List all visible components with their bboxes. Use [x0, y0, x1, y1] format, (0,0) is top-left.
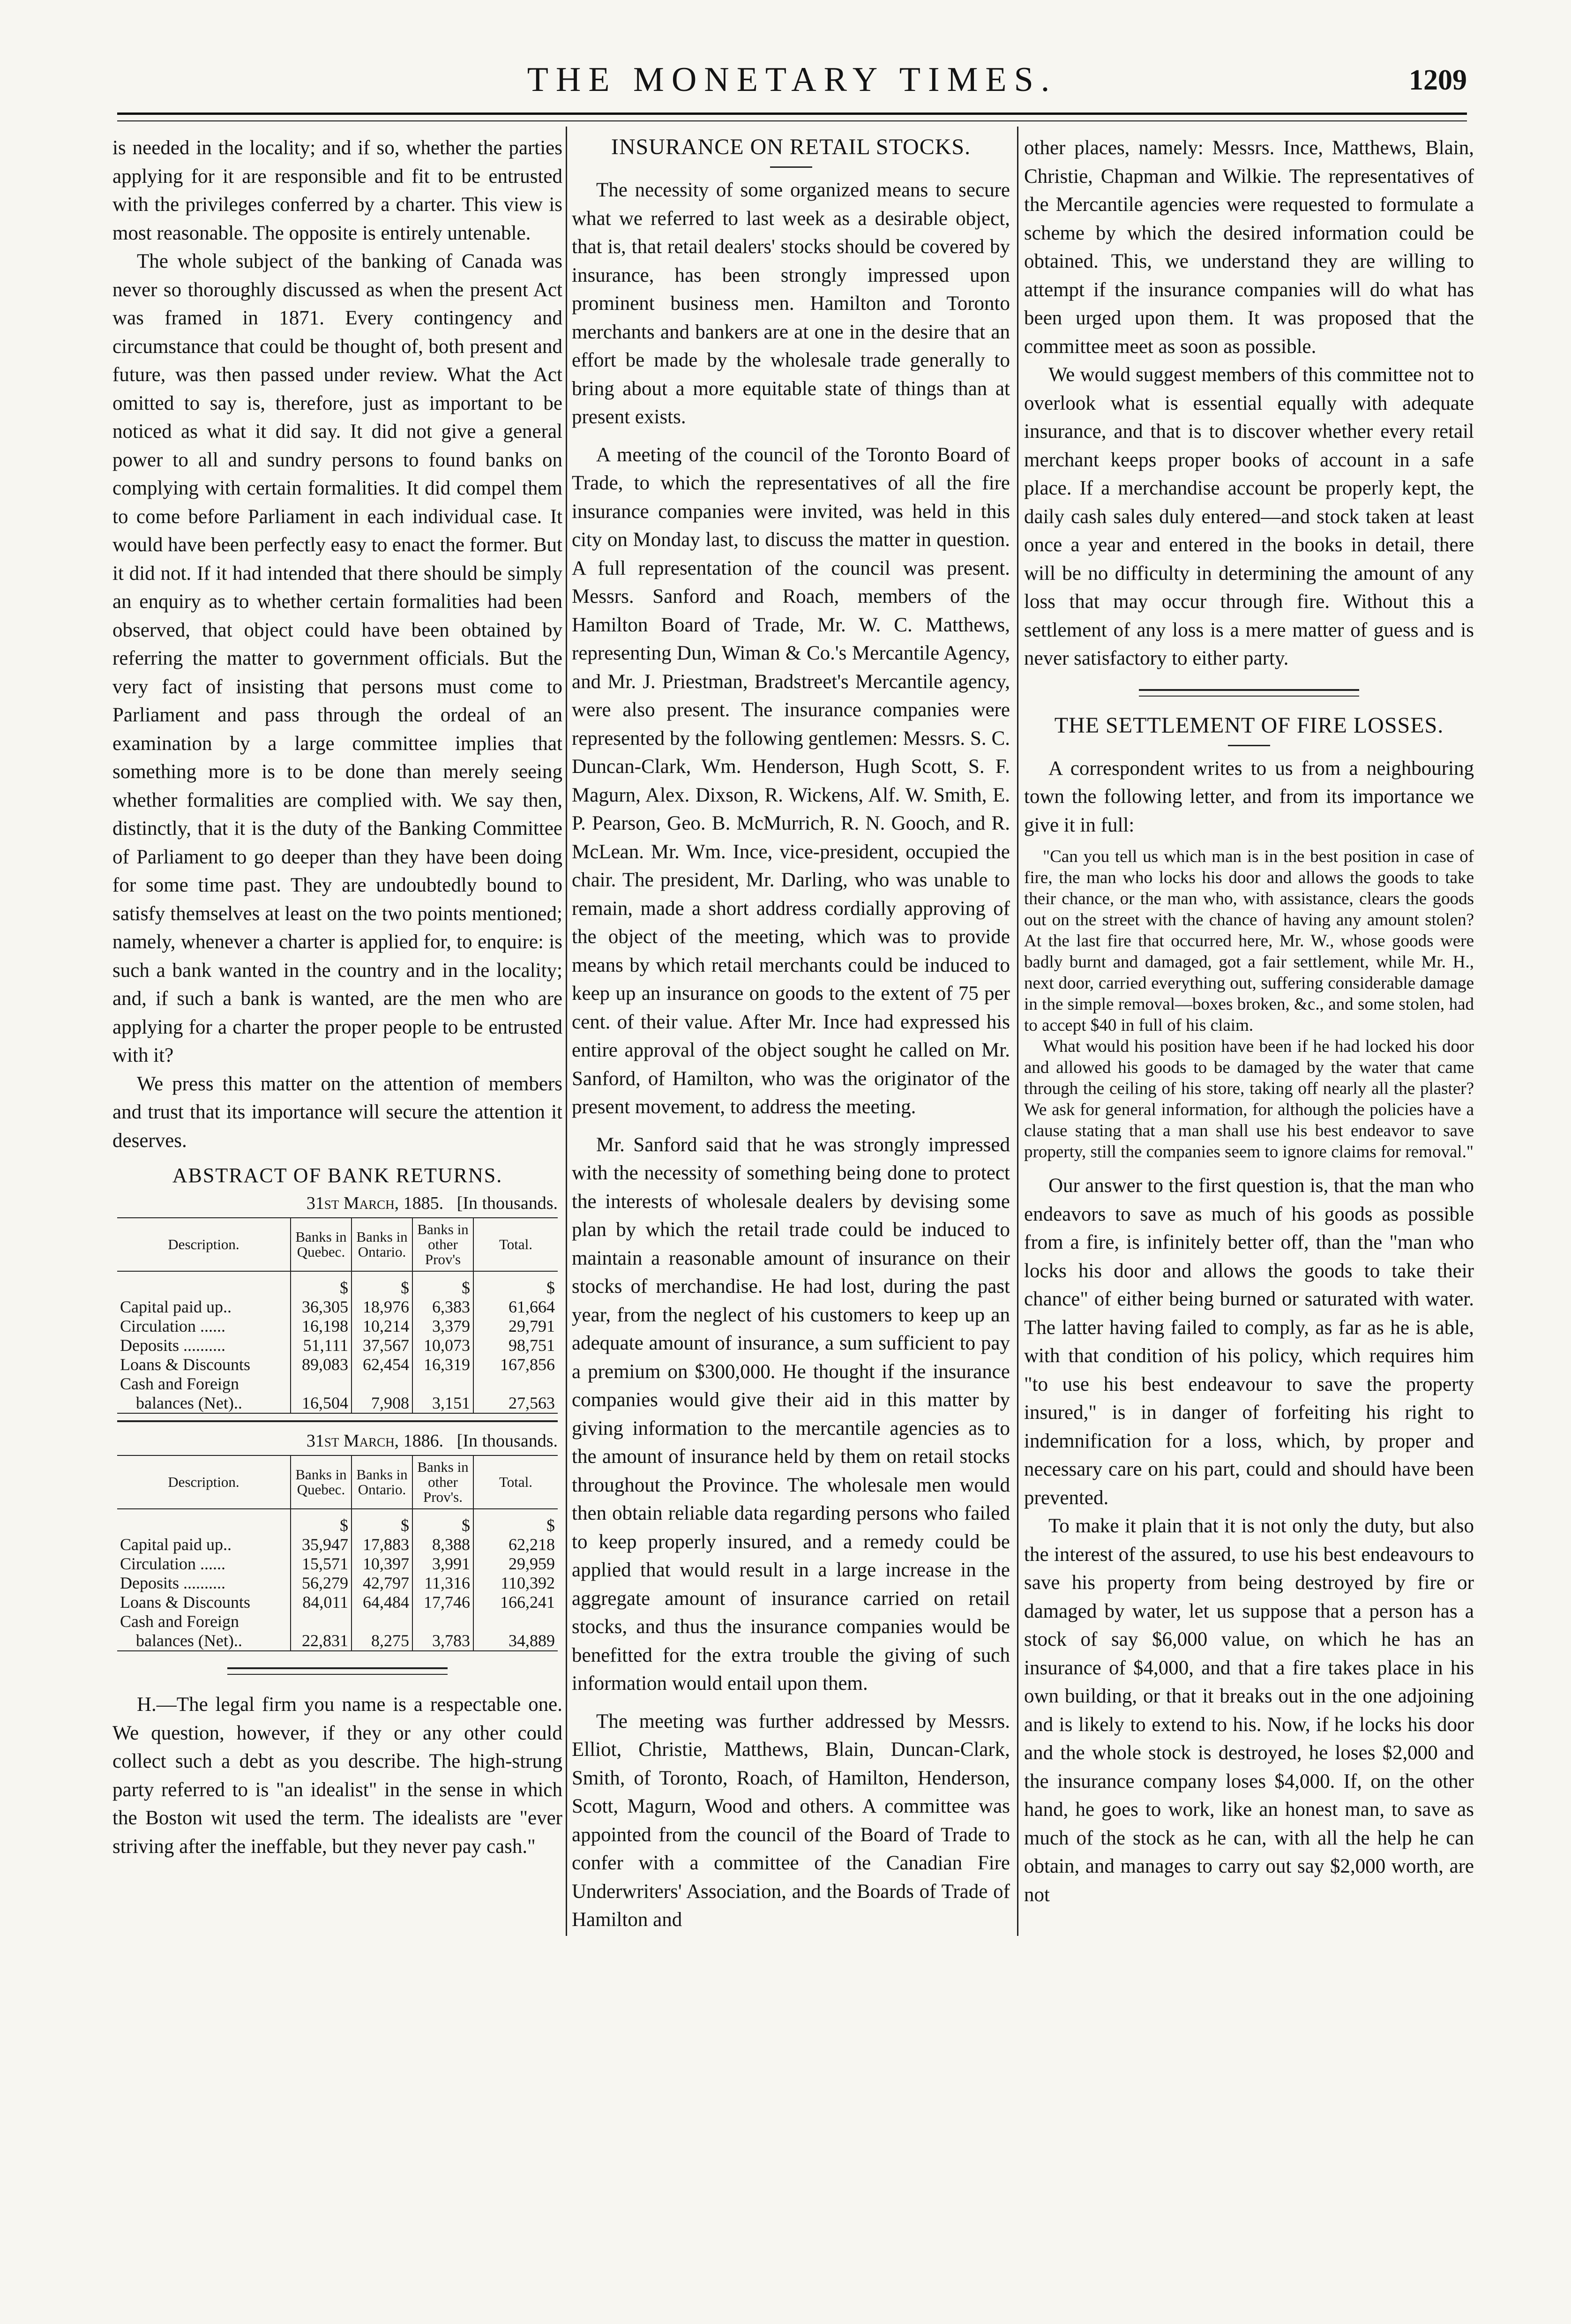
table-cell	[473, 1612, 558, 1631]
paragraph: other places, namely: Messrs. Ince, Matthews, Blain, Christie, Chapman and Wilkie. The representatives of the Mercantile agencies were requested to formulate a scheme by which the desired information could be obtained. This, we understand they are willing to attempt if the insurance companies will do what has been urged upon them. It was proposed that the committee meet as soon as possible.	[1024, 137, 1474, 358]
table-cell: 11,316	[412, 1574, 473, 1593]
table-cell: 110,392	[473, 1574, 558, 1593]
table-separator	[117, 1420, 558, 1422]
paragraph: The whole subject of the banking of Canada was never so thoroughly discussed as when the present Act was framed in 1871. Every contingency and circumstance that could be thought of, both present and future, was then passed under review. What the Act omitted to say is, therefore, just as important to be noticed as what it did say. It did not give a general power to all and sundry persons to found banks on complying with certain formalities. It did compel them to come before Parliament in each individual case. It would have been perfectly easy to enact the former. But it did not. If it had intended that there should be simply an enquiry as to whether certain formalities had been observed, that object could have been obtained by referring the matter to government officials. But the very fact of insisting that persons must come to Parliament and pass through the ordeal of an examination by a large committee implies that something more is to be done than merely seeing whether formalities are complied with. We say then, distinctly, that it is the duty of the Banking Committee of Parliament to go deeper than they have been doing for some time past. They are undoubtedly bound to satisfy themselves at least on the two points mentioned; namely, whenever a charter is applied for, to enquire: is such a bank wanted in the country and in the locality; and, if such a bank is wanted, are the men who are applying for a charter the proper people to be entrusted with it?	[112, 250, 562, 1066]
table-cell: $	[352, 1509, 412, 1535]
masthead-title: THE MONETARY TIMES.	[527, 60, 1057, 99]
paragraph: We would suggest members of this committee not to overlook what is essential equally with adequate insurance, and that is to discover whether every retail merchant keeps proper books of account in a safe place. If a merchandise account be properly kept, the daily cash sales duly entered—and stock taken at least once a year and entered in the books in detail, there will be no difficulty in determining the amount of any loss that may occur through fire. Without this a settlement of any loss is a mere matter of guess and is never satisfactory to either party.	[1024, 364, 1474, 669]
masthead	[117, 60, 1467, 112]
column-header: Banks in other Prov's	[412, 1218, 473, 1271]
column-header: Total.	[473, 1455, 558, 1509]
section-separator	[1139, 689, 1359, 697]
table-cell: 36,305	[291, 1297, 352, 1317]
table-cell: $	[291, 1509, 352, 1535]
table-cell: 62,454	[352, 1355, 412, 1374]
table-cell: Deposits ..........	[120, 1574, 225, 1592]
bank-returns-table-1885	[117, 1217, 558, 1414]
table-cell: Deposits ..........	[120, 1336, 225, 1355]
table-cell: 29,791	[473, 1317, 558, 1336]
table-cell: 35,947	[291, 1535, 352, 1554]
section-separator	[227, 1667, 448, 1675]
table-cell: 8,275	[352, 1631, 412, 1651]
table-row	[117, 1554, 558, 1574]
page-number: 1209	[1409, 64, 1467, 96]
table-cell: Cash and Foreign	[120, 1374, 239, 1393]
column-rule-1	[566, 127, 567, 1936]
table-cell: 3,783	[412, 1631, 473, 1651]
table-row	[117, 1612, 558, 1631]
table-cell: 3,151	[412, 1394, 473, 1413]
table-date: 31st March, 1885.	[306, 1193, 444, 1213]
table-cell	[291, 1374, 352, 1394]
paragraph: We press this matter on the attention of members and trust that its importance will secure the attention it deserves.	[112, 1072, 562, 1152]
table-cell: Loans & Discounts	[120, 1593, 250, 1612]
table-cell: Loans & Discounts	[120, 1355, 250, 1374]
answer-to-correspondent: H.—The legal firm you name is a respectable one. We question, however, if they or any other could collect such a debt as you describe. The high-strung party referred to is "an idealist" in the sense in which the Boston wit used the term. The idealists are "ever striving after the ineffable, but they never pay cash."	[112, 1694, 562, 1858]
table-row	[117, 1355, 558, 1374]
abstract-title: ABSTRACT OF BANK RETURNS.	[172, 1164, 503, 1187]
table-unit: [In thousands.	[456, 1431, 558, 1451]
heading-rule	[1228, 745, 1270, 746]
table-cell: 7,908	[352, 1394, 412, 1413]
paragraph: The necessity of some organized means to secure what we referred to last week as a desirable object, that is, that retail dealers' stocks should be covered by insurance, has been strongly impressed upon prominent business men. Hamilton and Toronto merchants and bankers are at one in the desire that an effort be made by the wholesale trade generally to bring about a more equitable state of things than at present exists.	[572, 179, 1010, 428]
column-2	[572, 134, 1010, 1934]
table-row	[117, 1374, 558, 1394]
column-3	[1024, 134, 1474, 1909]
table-cell: 16,319	[412, 1355, 473, 1374]
table-row	[117, 1535, 558, 1554]
table-date-line	[112, 1431, 558, 1451]
table-cell	[412, 1612, 473, 1631]
column-header: Total.	[473, 1218, 558, 1271]
table-cell: $	[412, 1271, 473, 1297]
table-cell: 42,797	[352, 1574, 412, 1593]
paragraph: The meeting was further addressed by Messrs. Elliot, Christie, Matthews, Blain, Duncan-Clark, Smith, of Toronto, Roach, of Hamilton, Henderson, Scott, Magurn, Wood and others. A committee was appointed from the council of the Board of Trade to confer with a committee of the Canadian Fire Underwriters' Association, and the Boards of Trade of Hamilton and	[572, 1710, 1010, 1931]
column-header: Banks in other Prov's.	[412, 1455, 473, 1509]
table-cell: $	[473, 1509, 558, 1535]
table-row	[117, 1336, 558, 1355]
table-cell: 29,959	[473, 1554, 558, 1574]
table-row	[117, 1317, 558, 1336]
table-cell: 56,279	[291, 1574, 352, 1593]
table-cell	[412, 1374, 473, 1394]
table-cell: 17,883	[352, 1535, 412, 1554]
table-cell: Capital paid up..	[120, 1535, 232, 1554]
table-cell	[291, 1612, 352, 1631]
table-cell: 17,746	[412, 1593, 473, 1612]
table-cell: Circulation ......	[120, 1554, 225, 1573]
column-header: Banks in Ontario.	[352, 1455, 412, 1509]
table-cell: 6,383	[412, 1297, 473, 1317]
table-cell: Circulation ......	[120, 1317, 225, 1335]
table-cell: 167,856	[473, 1355, 558, 1374]
table-cell: 98,751	[473, 1336, 558, 1355]
table-row	[117, 1631, 558, 1651]
table-cell: 15,571	[291, 1554, 352, 1574]
table-cell: 8,388	[412, 1535, 473, 1554]
table-cell: balances (Net)..	[117, 1631, 291, 1651]
table-cell: $	[412, 1509, 473, 1535]
table-row	[117, 1593, 558, 1612]
table-cell: Cash and Foreign	[120, 1612, 239, 1631]
paragraph: is needed in the locality; and if so, whether the parties applying for it are responsible and fit to be entrusted with the privileges conferred by a charter. This view is most reasonable. The opposite is entirely untenable.	[112, 137, 562, 244]
column-header: Description.	[117, 1455, 291, 1509]
table-cell: $	[352, 1271, 412, 1297]
table-row	[117, 1394, 558, 1413]
table-cell: balances (Net)..	[117, 1394, 291, 1413]
table-cell: Capital paid up..	[120, 1297, 232, 1316]
table-cell: 18,976	[352, 1297, 412, 1317]
heading-rule	[770, 166, 812, 168]
table-cell: 10,397	[352, 1554, 412, 1574]
table-cell: 89,083	[291, 1355, 352, 1374]
column-header: Banks in Quebec.	[291, 1218, 352, 1271]
paragraph: To make it plain that it is not only the duty, but also the interest of the assured, to use his best endeavours to save his property from being destroyed by fire or damaged by water, let us suppose that a person has a stock of say $6,000 value, on which he has an insurance of $4,000, and that a fire takes place in his own building, or that it breaks out in the one adjoining and is likely to extend to his. Now, if he locks his door and the whole stock is destroyed, he loses $2,000 and the insurance company loses $4,000. If, on the other hand, he goes to work, like an honest man, to save as much of the stock as he can, with all the help he can obtain, and manages to carry out say $2,000 worth, are not	[1024, 1515, 1474, 1906]
table-cell: 27,563	[473, 1394, 558, 1413]
paragraph: A correspondent writes to us from a neighbouring town the following letter, and from its importance we give it in full:	[1024, 757, 1474, 836]
letter-paragraph: What would his position have been if he had locked his door and allowed his goods to be damaged by the water that came through the ceiling of his store, taking off nearly all the plaster? We ask for general information, for although the policies have a clause stating that a man shall use his best endeavor to save property, still the companies seem to ignore claims for removal."	[1024, 1037, 1474, 1162]
bank-returns-table-1886	[117, 1455, 558, 1651]
table-cell	[473, 1374, 558, 1394]
table-cell: 64,484	[352, 1593, 412, 1612]
table-cell: 62,218	[473, 1535, 558, 1554]
table-cell: 22,831	[291, 1631, 352, 1651]
table-cell	[352, 1612, 412, 1631]
column-header: Banks in Quebec.	[291, 1455, 352, 1509]
table-cell: 61,664	[473, 1297, 558, 1317]
table-cell: 3,991	[412, 1554, 473, 1574]
paragraph: A meeting of the council of the Toronto Board of Trade, to which the representatives of all the fire insurance companies were invited, was held in this city on Monday last, to discuss the matter in question. A full representation of the council was present. Messrs. Sanford and Roach, members of the Hamilton Board of Trade, Mr. W. C. Matthews, representing Dun, Wiman & Co.'s Mercantile Agency, and Mr. J. Priestman, Bradstreet's Mercantile agency, were also present. The insurance companies were represented by the following gentlemen: Messrs. S. C. Duncan-Clark, Wm. Henderson, Hugh Scott, S. F. Magurn, Alex. Dixson, R. Wickens, Alf. W. Smith, E. P. Pearson, Geo. B. McMurrich, R. N. Gooch, and R. McLean. Mr. Wm. Ince, vice-president, occupied the chair. The president, Mr. Darling, who was unable to remain, made a short address cordially approving of the object of the meeting, which was to provide means by which retail merchants could be induced to keep up an insurance on goods to the extent of 75 per cent. of their value. After Mr. Ince had expressed his entire approval of the object sought he called on Mr. Sanford, of Hamilton, who was the originator of the present movement, to address the meeting.	[572, 443, 1010, 1118]
table-cell	[352, 1374, 412, 1394]
table-cell: $	[291, 1271, 352, 1297]
table-row	[117, 1297, 558, 1317]
table-cell: 10,073	[412, 1336, 473, 1355]
article-heading: INSURANCE ON RETAIL STOCKS.	[611, 135, 971, 159]
table-cell: $	[473, 1271, 558, 1297]
table-cell	[117, 1509, 291, 1535]
letter-paragraph: "Can you tell us which man is in the best position in case of fire, the man who locks his door and allows the goods to take their chance, or the man who, with assistance, clears the goods out on the street with the chance of having any amount stolen? At the last fire that occurred here, Mr. W., whose goods were badly burnt and damaged, got a fair settlement, while Mr. H., next door, carried everything out, suffering considerable damage in the simple removal—boxes broken, &c., and some stolen, had to accept $40 in full of his claim.	[1024, 847, 1474, 1035]
table-row	[117, 1574, 558, 1593]
paragraph: Our answer to the first question is, that the man who endeavors to save as much of his goods as possible from a fire, is infinitely better off, than the "man who locks his door and allows the goods to take their chance" of either being burned or saturated with water. The latter having failed to comply, as far as he is able, with that condition of his policy, which requires him "to use his best endeavour to save the property insured," is in danger of forfeiting his right to indemnification for a loss, which, by proper and necessary care on his part, could and should have been prevented.	[1024, 1175, 1474, 1509]
table-cell: 34,889	[473, 1631, 558, 1651]
table-unit: [In thousands.	[456, 1193, 558, 1213]
table-cell: 16,504	[291, 1394, 352, 1413]
column-rule-2	[1017, 127, 1018, 1936]
table-cell: 16,198	[291, 1317, 352, 1336]
masthead-rule	[117, 112, 1467, 121]
column-header: Description.	[117, 1218, 291, 1271]
article-heading: THE SETTLEMENT OF FIRE LOSSES.	[1054, 712, 1444, 738]
table-date: 31st March, 1886.	[306, 1431, 444, 1451]
table-cell: 3,379	[412, 1317, 473, 1336]
paragraph: Mr. Sanford said that he was strongly impressed with the necessity of something being done to protect the interests of wholesale dealers by devising some plan by which the retail trade could be induced to maintain a reasonable amount of insurance on their stocks of merchandise. He had lost, during the past year, from the neglect of his customers to keep up an adequate amount of insurance, a sum sufficient to pay a premium on $300,000. He thought if the insurance companies would give their aid in this matter by giving information to the mercantile agencies as to the amount of insurance held by them on retail stocks throughout the Province. The wholesale men would then obtain reliable data regarding persons who failed to keep properly insured, and a remedy could be applied that would result in a large increase in the aggregate amount of insurance carried on retail stocks, and thus the insurance companies would be benefitted for the extra trouble the giving of such information would entail upon them.	[572, 1133, 1010, 1694]
table-cell: 10,214	[352, 1317, 412, 1336]
table-cell: 37,567	[352, 1336, 412, 1355]
column-1	[112, 134, 562, 1861]
table-cell: 84,011	[291, 1593, 352, 1612]
column-header: Banks in Ontario.	[352, 1218, 412, 1271]
table-date-line	[112, 1193, 558, 1214]
table-cell: 51,111	[291, 1336, 352, 1355]
table-cell	[117, 1271, 291, 1297]
table-cell: 166,241	[473, 1593, 558, 1612]
